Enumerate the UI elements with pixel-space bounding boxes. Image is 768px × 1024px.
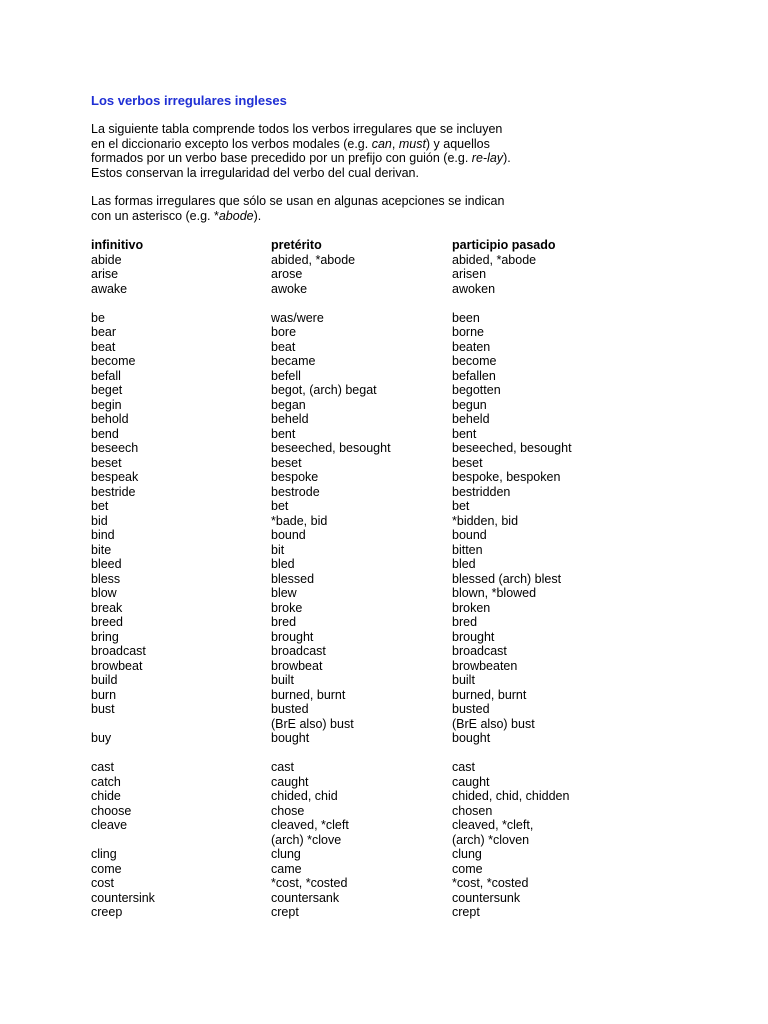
cell-past-participle: burned, burnt xyxy=(452,687,527,702)
cell-preterite: (BrE also) bust xyxy=(271,716,354,731)
cell-preterite: beseeched, besought xyxy=(271,441,391,455)
cell-infinitive: behold xyxy=(91,412,129,426)
cell-infinitive: arise xyxy=(91,267,119,281)
cell-preterite: bred xyxy=(271,615,297,629)
cell-infinitive: bid xyxy=(91,513,108,528)
cell-infinitive: creep xyxy=(91,905,123,919)
cell-preterite: beheld xyxy=(271,412,309,426)
paragraph-text: formados por un verbo base precedido por un prefijo con guión (e.g. xyxy=(91,151,472,165)
cell-infinitive: breed xyxy=(91,615,123,629)
cell-past-participle: beheld xyxy=(452,412,490,426)
paragraph-line xyxy=(91,209,504,224)
cell-past-participle: bitten xyxy=(452,542,483,557)
paragraph-text: ). xyxy=(253,208,262,223)
cell-preterite: bound xyxy=(271,528,306,542)
cell-preterite: bet xyxy=(271,499,289,513)
cell-infinitive: awake xyxy=(91,281,128,296)
cell-past-participle: bestridden xyxy=(452,484,511,499)
cell-preterite: built xyxy=(271,673,294,687)
cell-past-participle: bet xyxy=(452,499,470,513)
cell-past-participle: become xyxy=(452,354,497,368)
cell-preterite: countersank xyxy=(271,890,340,905)
cell-infinitive: begin xyxy=(91,397,122,412)
cell-preterite: beset xyxy=(271,455,302,470)
cell-past-participle: brought xyxy=(452,629,495,644)
cell-past-participle: countersunk xyxy=(452,890,521,905)
cell-past-participle: come xyxy=(452,861,483,876)
paragraph-text: en el diccionario excepto los verbos modales (e.g. xyxy=(91,136,372,151)
cell-preterite: became xyxy=(271,354,316,368)
cell-past-participle: crept xyxy=(452,905,480,919)
italic-example-text: abode xyxy=(218,208,254,223)
cell-infinitive: beseech xyxy=(91,441,139,455)
cell-preterite: abided, *abode xyxy=(271,252,356,267)
cell-preterite: began xyxy=(271,397,306,412)
paragraph-text: ). xyxy=(503,151,511,165)
cell-infinitive: beset xyxy=(91,455,122,470)
cell-infinitive: browbeat xyxy=(91,658,143,673)
cell-past-participle: abided, *abode xyxy=(452,252,537,267)
cell-past-participle: (arch) *cloven xyxy=(452,832,530,847)
cell-infinitive: bind xyxy=(91,528,115,542)
cell-past-participle: beaten xyxy=(452,339,491,354)
cell-preterite: blew xyxy=(271,586,297,600)
cell-infinitive: bestride xyxy=(91,484,136,499)
cell-preterite: (arch) *clove xyxy=(271,832,342,847)
cell-past-participle: arisen xyxy=(452,267,487,281)
cell-past-participle: clung xyxy=(452,847,482,861)
cell-past-participle: *bidden, bid xyxy=(452,513,519,528)
cell-past-participle: bled xyxy=(452,557,476,571)
cell-preterite: *cost, *costed xyxy=(271,876,348,890)
cell-past-participle: bent xyxy=(452,426,477,441)
cell-past-participle: chosen xyxy=(452,803,493,818)
cell-preterite: befell xyxy=(271,368,301,383)
cell-infinitive: come xyxy=(91,861,122,876)
cell-past-participle: cast xyxy=(452,760,475,774)
cell-preterite: clung xyxy=(271,847,301,861)
cell-preterite: brought xyxy=(271,629,314,644)
cell-past-participle: broken xyxy=(452,600,491,615)
cell-preterite: broke xyxy=(271,600,303,615)
header-infinitive: infinitivo xyxy=(91,238,144,252)
cell-preterite: begot, (arch) begat xyxy=(271,383,377,397)
italic-example-text: can xyxy=(371,136,392,151)
cell-past-participle: built xyxy=(452,673,475,687)
cell-infinitive: broadcast xyxy=(91,644,146,658)
header-preterite: pretérito xyxy=(271,238,322,252)
cell-preterite: cast xyxy=(271,760,294,774)
cell-infinitive: countersink xyxy=(91,890,155,905)
cell-past-participle: awoken xyxy=(452,281,496,296)
cell-past-participle: befallen xyxy=(452,368,496,383)
cell-infinitive: bring xyxy=(91,629,119,644)
cell-preterite: beat xyxy=(271,339,296,354)
cell-past-participle: been xyxy=(452,310,480,325)
cell-preterite: chose xyxy=(271,803,305,818)
cell-infinitive: cleave xyxy=(91,818,128,832)
paragraph-text: Estos conservan la irregularidad del verbo del cual derivan. xyxy=(91,165,419,180)
paragraph-text: Las formas irregulares que sólo se usan en algunas acepciones se indican xyxy=(91,194,505,208)
cell-past-participle: blown, *blowed xyxy=(452,586,537,600)
cell-past-participle: borne xyxy=(452,325,484,339)
cell-preterite: bore xyxy=(271,325,297,339)
cell-infinitive: buy xyxy=(91,731,112,745)
page-title: Los verbos irregulares ingleses xyxy=(91,93,287,108)
cell-preterite: busted xyxy=(271,702,309,716)
cell-infinitive: burn xyxy=(91,687,117,702)
cell-past-participle: cleaved, *cleft, xyxy=(452,818,534,832)
cell-past-participle: begotten xyxy=(452,383,501,397)
cell-infinitive: beat xyxy=(91,339,116,354)
cell-infinitive: build xyxy=(91,673,118,687)
cell-preterite: awoke xyxy=(271,281,308,296)
cell-past-participle: bound xyxy=(452,528,487,542)
cell-past-participle: begun xyxy=(452,397,487,412)
cell-past-participle: beseeched, besought xyxy=(452,441,572,455)
cell-preterite: chided, chid xyxy=(271,789,338,803)
cell-infinitive: be xyxy=(91,310,105,325)
cell-preterite: browbeat xyxy=(271,658,323,673)
paragraph-text: La siguiente tabla comprende todos los verbos irregulares que se incluyen xyxy=(91,122,503,136)
cell-past-participle: bought xyxy=(452,731,491,745)
cell-infinitive: choose xyxy=(91,803,132,818)
cell-preterite: caught xyxy=(271,774,309,789)
cell-past-participle: broadcast xyxy=(452,644,507,658)
cell-infinitive: bet xyxy=(91,499,109,513)
cell-preterite: burned, burnt xyxy=(271,687,346,702)
cell-past-participle: busted xyxy=(452,702,490,716)
cell-past-participle: beset xyxy=(452,455,483,470)
cell-infinitive: abide xyxy=(91,252,122,267)
cell-preterite: blessed xyxy=(271,571,315,586)
cell-past-participle: browbeaten xyxy=(452,658,518,673)
cell-infinitive: catch xyxy=(91,774,121,789)
cell-preterite: bent xyxy=(271,426,296,441)
paragraph-text: ) y aquellos xyxy=(425,136,490,151)
cell-past-participle: (BrE also) bust xyxy=(452,716,535,731)
cell-infinitive: bless xyxy=(91,571,121,586)
intro-paragraph-1 xyxy=(91,122,511,180)
cell-preterite: was/were xyxy=(271,310,324,325)
cell-past-participle: bred xyxy=(452,615,478,629)
cell-infinitive: bespeak xyxy=(91,470,139,484)
cell-preterite: bought xyxy=(271,731,310,745)
cell-infinitive: bust xyxy=(91,702,115,716)
paragraph-line xyxy=(91,194,504,209)
cell-infinitive: befall xyxy=(91,368,121,383)
cell-preterite: arose xyxy=(271,267,303,281)
cell-infinitive: cast xyxy=(91,760,114,774)
cell-infinitive: beget xyxy=(91,383,123,397)
italic-example-text: must xyxy=(398,136,426,151)
cell-past-participle: chided, chid, chidden xyxy=(452,789,570,803)
cell-infinitive: become xyxy=(91,354,136,368)
intro-paragraph-2 xyxy=(91,194,504,223)
cell-past-participle: blessed (arch) blest xyxy=(452,571,562,586)
cell-infinitive: cost xyxy=(91,876,114,890)
cell-infinitive: break xyxy=(91,600,123,615)
cell-infinitive: bear xyxy=(91,325,117,339)
paragraph-text: con un asterisco (e.g. * xyxy=(91,208,219,223)
paragraph-line xyxy=(91,122,511,137)
cell-past-participle: caught xyxy=(452,774,490,789)
cell-infinitive: bleed xyxy=(91,557,122,571)
paragraph-line xyxy=(91,166,511,181)
paragraph-text: , xyxy=(391,136,399,151)
cell-preterite: cleaved, *cleft xyxy=(271,818,349,832)
italic-example-text: re-lay xyxy=(471,151,504,165)
cell-preterite: came xyxy=(271,861,302,876)
cell-preterite: *bade, bid xyxy=(271,513,328,528)
cell-preterite: bit xyxy=(271,542,285,557)
cell-preterite: bestrode xyxy=(271,484,320,499)
cell-preterite: bespoke xyxy=(271,470,319,484)
cell-infinitive: chide xyxy=(91,789,121,803)
cell-infinitive: cling xyxy=(91,847,117,861)
cell-preterite: crept xyxy=(271,905,299,919)
paragraph-line xyxy=(91,137,511,152)
cell-infinitive: bend xyxy=(91,426,119,441)
cell-past-participle: bespoke, bespoken xyxy=(452,470,561,484)
paragraph-line xyxy=(91,151,511,166)
cell-infinitive: blow xyxy=(91,586,117,600)
header-past-participle: participio pasado xyxy=(452,238,556,252)
cell-infinitive: bite xyxy=(91,542,112,557)
cell-past-participle: *cost, *costed xyxy=(452,876,529,890)
cell-preterite: bled xyxy=(271,557,295,571)
cell-preterite: broadcast xyxy=(271,644,326,658)
